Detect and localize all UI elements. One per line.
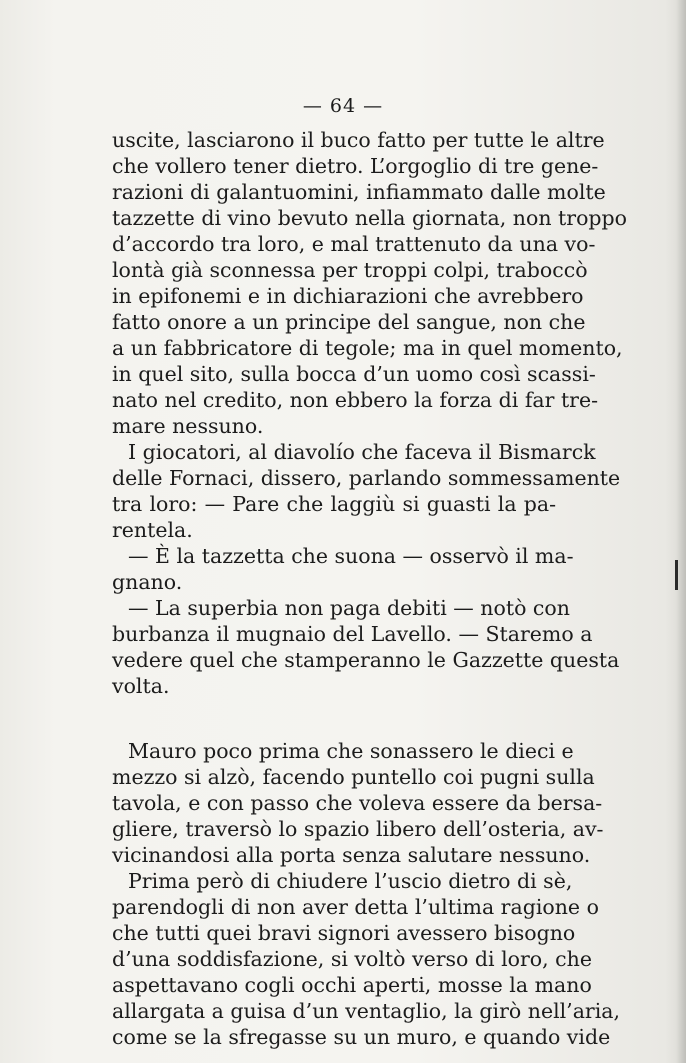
- text-line: Prima però di chiudere l’uscio dietro di sè,: [128, 869, 573, 893]
- text-line: rentela.: [112, 518, 193, 542]
- text-line: razioni di galantuomini, infiammato dalle molte: [112, 180, 606, 204]
- text-line: uscite, lasciarono il buco fatto per tutte le altre: [112, 128, 605, 152]
- text-line: gnano.: [112, 570, 183, 594]
- text-line: gliere, traversò lo spazio libero dell’osteria, av-: [112, 817, 604, 841]
- text-line: — È la tazzetta che suona — osservò il ma-: [128, 544, 574, 568]
- text-line: mezzo si alzò, facendo puntello coi pugni sulla: [112, 765, 595, 789]
- text-line: che tutti quei bravi signori avessero bisogno: [112, 921, 576, 945]
- text-line: d’accordo tra loro, e mal trattenuto da una vo-: [112, 232, 596, 256]
- text-line: burbanza il mugnaio del Lavello. — Staremo a: [112, 622, 593, 646]
- text-line: come se la sfregasse su un muro, e quando vide: [112, 1025, 611, 1049]
- text-line: I giocatori, al diavolío che faceva il Bismarck: [128, 440, 596, 464]
- page-number: — 64 —: [302, 95, 384, 117]
- text-line: mare nessuno.: [112, 414, 264, 438]
- text-line: tra loro: — Pare che laggiù si guasti la pa-: [112, 492, 556, 516]
- text-line: volta.: [112, 674, 170, 698]
- text-line: in epifonemi e in dichiarazioni che avrebbero: [112, 284, 584, 308]
- text-line: vicinandosi alla porta senza salutare nessuno.: [112, 843, 591, 867]
- text-line: vedere quel che stamperanno le Gazzette questa: [112, 648, 620, 672]
- text-line: delle Fornaci, dissero, parlando sommessamente: [112, 466, 621, 490]
- text-line: aspettavano cogli occhi aperti, mosse la mano: [112, 973, 592, 997]
- text-line: — La superbia non paga debiti — notò con: [128, 596, 570, 620]
- text-line: lontà già sconnessa per troppi colpi, traboccò: [112, 258, 588, 282]
- text-line: Mauro poco prima che sonassero le dieci e: [128, 739, 574, 763]
- text-line: a un fabbricatore di tegole; ma in quel momento,: [112, 336, 623, 360]
- text-line: d’una soddisfazione, si voltò verso di loro, che: [112, 947, 592, 971]
- text-line: allargata a guisa d’un ventaglio, la girò nell’aria,: [112, 999, 621, 1023]
- text-line: nato nel credito, non ebbero la forza di far tre-: [112, 388, 599, 412]
- text-line: fatto onore a un principe del sangue, non che: [112, 310, 586, 334]
- text-line: che vollero tener dietro. L’orgoglio di tre gene-: [112, 154, 599, 178]
- text-line: in quel sito, sulla bocca d’un uomo così scassi-: [112, 362, 596, 386]
- text-line: tazzette di vino bevuto nella giornata, non troppo: [112, 206, 628, 230]
- text-line: parendogli di non aver detta l’ultima ragione o: [112, 895, 599, 919]
- text-line: tavola, e con passo che voleva essere da bersa-: [112, 791, 603, 815]
